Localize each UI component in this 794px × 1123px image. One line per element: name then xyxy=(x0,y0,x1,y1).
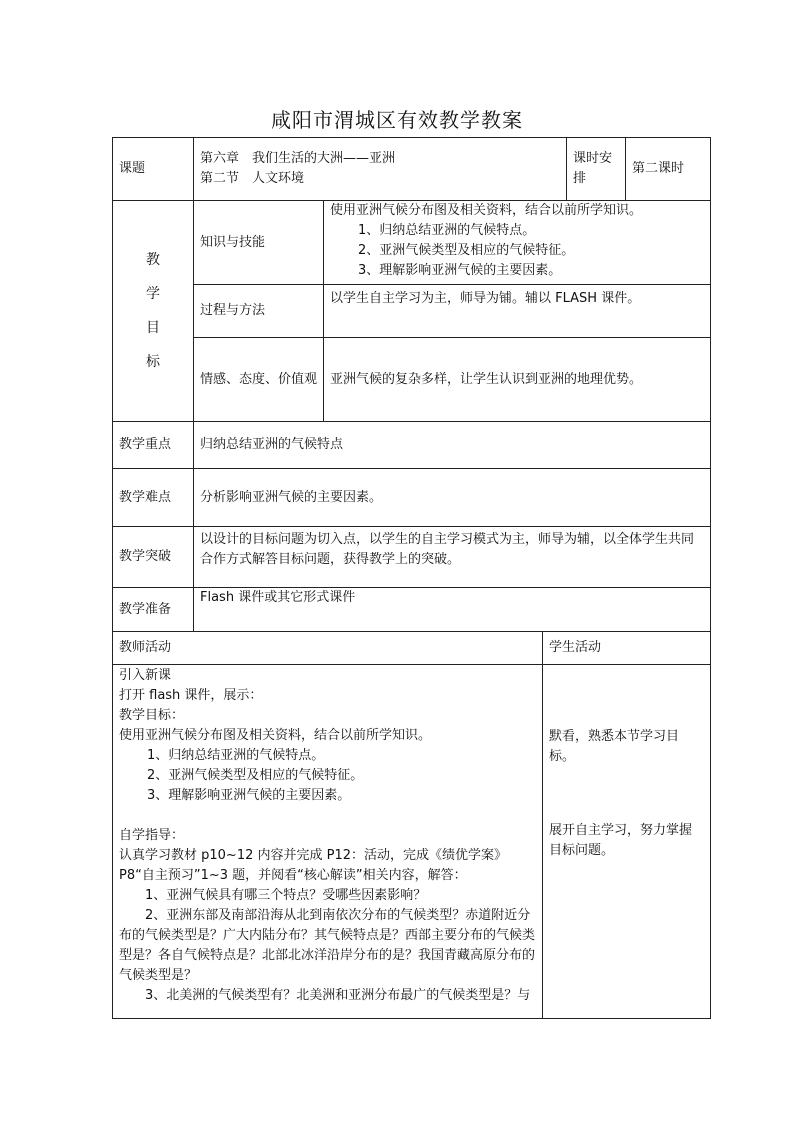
teacher-line: 自学指导： xyxy=(119,828,185,843)
teacher-activity-content xyxy=(113,665,543,1019)
knowledge-label: 知识与技能 xyxy=(194,201,324,285)
teacher-line: 3、北美洲的气候类型有？北美洲和亚洲分布最广的气候类型是？与 xyxy=(145,988,531,1003)
difficulty-content: 分析影响亚洲气候的主要因素。 xyxy=(194,469,711,527)
topic-label: 课题 xyxy=(113,138,194,201)
teacher-line: 教学目标： xyxy=(119,708,185,723)
schedule-label: 课时安排 xyxy=(567,138,626,201)
teacher-line: 2、亚洲东部及南部沿海从北到南依次分布的气候类型？赤道附近分布的气候类型是？广大内陆分布？其气候特点是？西部主要分布的气候类型是？各自气候特点是？北部北冰洋沿岸分布的是？我国青藏高原分布的气候类型是？ xyxy=(119,908,536,983)
breakthrough-content: 以设计的目标问题为切入点，以学生的自主学习模式为主，师导为辅，以全体学生共同合作方式解答目标问题，获得教学上的突破。 xyxy=(194,527,711,588)
objective-process-row xyxy=(113,285,711,338)
teacher-line: 认真学习教材 p10~12 内容并完成 P12：活动，完成《绩优学案》P8“自主预习”1~3 题，并阅看“核心解读”相关内容，解答： xyxy=(119,848,508,883)
student-activity-content xyxy=(543,665,711,1019)
preparation-label: 教学准备 xyxy=(113,588,194,632)
knowledge-content: 使用亚洲气候分布图及相关资料，结合以前所学知识。 1、归纳总结亚洲的气候特点。 2、亚洲气候类型及相应的气候特征。 3、理解影响亚洲气候的主要因素。 xyxy=(324,201,711,285)
topic-chapter: 第六章 我们生活的大洲——亚洲 xyxy=(200,151,396,166)
breakthrough-label: 教学突破 xyxy=(113,527,194,588)
schedule-value: 第二课时 xyxy=(626,138,711,201)
preparation-content: Flash 课件或其它形式课件 xyxy=(194,588,711,632)
teacher-line: 1、亚洲气候具有哪三个特点？受哪些因素影响？ xyxy=(145,888,427,903)
objective-knowledge-row xyxy=(113,201,711,285)
activities-header-row xyxy=(113,632,711,665)
difficulty-label: 教学难点 xyxy=(113,469,194,527)
teacher-line: 打开 flash 课件，展示： xyxy=(119,688,263,703)
process-content: 以学生自主学习为主，师导为铺。辅以 FLASH 课件。 xyxy=(324,285,711,338)
key-point-content: 归纳总结亚洲的气候特点 xyxy=(194,422,711,469)
objectives-label: 教 学 目 标 xyxy=(113,201,194,422)
teacher-line: 引入新课 xyxy=(119,668,172,683)
preparation-row xyxy=(113,588,711,632)
topic-section: 第二节 人文环境 xyxy=(200,171,305,186)
difficulty-row xyxy=(113,469,711,527)
emotion-content: 亚洲气候的复杂多样，让学生认识到亚洲的地理优势。 xyxy=(324,338,711,422)
topic-row xyxy=(113,138,711,201)
teacher-activity-header: 教师活动 xyxy=(113,632,543,665)
emotion-label: 情感、态度、价值观 xyxy=(194,338,324,422)
spacer xyxy=(119,806,536,826)
process-label: 过程与方法 xyxy=(194,285,324,338)
key-point-row xyxy=(113,422,711,469)
student-line: 默看，熟悉本节学习目标。 xyxy=(549,729,680,764)
objective-emotion-row xyxy=(113,338,711,422)
teacher-line: 使用亚洲气候分布图及相关资料，结合以前所学知识。 xyxy=(119,728,432,743)
student-line: 展开自主学习，努力掌握目标问题。 xyxy=(549,823,693,858)
document-title: 咸阳市渭城区有效教学教案 xyxy=(271,108,523,132)
teacher-line: 2、亚洲气候类型及相应的气候特征。 xyxy=(147,768,364,783)
teacher-line: 3、理解影响亚洲气候的主要因素。 xyxy=(147,788,351,803)
lesson-plan-table xyxy=(112,137,711,1019)
topic-value xyxy=(194,138,567,201)
activities-body-row xyxy=(113,665,711,1019)
teacher-line: 1、归纳总结亚洲的气候特点。 xyxy=(147,748,325,763)
breakthrough-row xyxy=(113,527,711,588)
student-activity-header: 学生活动 xyxy=(543,632,711,665)
key-point-label: 教学重点 xyxy=(113,422,194,469)
